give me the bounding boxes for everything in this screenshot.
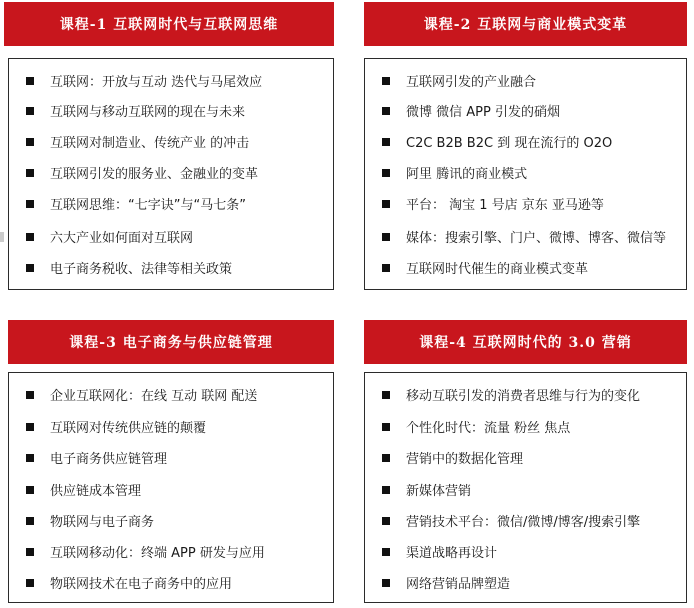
bullet-icon bbox=[26, 138, 34, 146]
course-4-box bbox=[364, 372, 687, 603]
bullet-icon bbox=[382, 579, 390, 587]
bullet-icon bbox=[382, 77, 390, 85]
list-item: 互联网引发的服务业、金融业的变革 bbox=[9, 163, 333, 182]
list-item: 新媒体营销 bbox=[365, 480, 686, 499]
list-item: 供应链成本管理 bbox=[9, 480, 333, 499]
bullet-icon bbox=[382, 169, 390, 177]
course-3-box bbox=[8, 372, 334, 603]
list-item: 互联网对传统供应链的颠覆 bbox=[9, 417, 333, 436]
bullet-icon bbox=[382, 423, 390, 431]
course-3-header bbox=[8, 320, 334, 364]
list-item: 营销技术平台：微信/微博/博客/搜索引擎 bbox=[365, 511, 686, 530]
list-item: 渠道战略再设计 bbox=[365, 542, 686, 561]
list-item: 企业互联网化：在线 互动 联网 配送 bbox=[9, 385, 333, 404]
bullet-icon bbox=[382, 264, 390, 272]
course-1-box bbox=[8, 58, 334, 290]
list-item: 移动互联引发的消费者思维与行为的变化 bbox=[365, 385, 686, 404]
course-1-title: 课程-1 互联网时代与互联网思维 bbox=[59, 17, 279, 33]
bullet-icon bbox=[382, 454, 390, 462]
bullet-icon bbox=[382, 138, 390, 146]
bullet-icon bbox=[382, 391, 390, 399]
bullet-icon bbox=[26, 107, 34, 115]
list-item: 营销中的数据化管理 bbox=[365, 448, 686, 467]
bullet-icon bbox=[26, 423, 34, 431]
edge-marker bbox=[0, 232, 4, 242]
list-item: 物联网技术在电子商务中的应用 bbox=[9, 573, 333, 592]
bullet-icon bbox=[26, 548, 34, 556]
list-item: 个性化时代：流量 粉丝 焦点 bbox=[365, 417, 686, 436]
course-2-header bbox=[364, 2, 687, 46]
list-item: 平台： 淘宝 1 号店 京东 亚马逊等 bbox=[365, 194, 686, 213]
course-3-title: 课程-3 电子商务与供应链管理 bbox=[69, 335, 273, 351]
list-item: C2C B2B B2C 到 现在流行的 O2O bbox=[365, 132, 686, 151]
list-item: 微博 微信 APP 引发的硝烟 bbox=[365, 101, 686, 120]
bullet-icon bbox=[382, 107, 390, 115]
bullet-icon bbox=[26, 486, 34, 494]
course-2-box bbox=[364, 58, 687, 290]
bullet-icon bbox=[26, 233, 34, 241]
bullet-icon bbox=[26, 517, 34, 525]
course-2-title: 课程-2 互联网与商业模式变革 bbox=[423, 17, 628, 33]
bullet-icon bbox=[26, 169, 34, 177]
bullet-icon bbox=[382, 233, 390, 241]
bullet-icon bbox=[26, 200, 34, 208]
list-item: 互联网时代催生的商业模式变革 bbox=[365, 258, 686, 277]
bullet-icon bbox=[26, 454, 34, 462]
bullet-icon bbox=[382, 200, 390, 208]
bullet-icon bbox=[26, 391, 34, 399]
bullet-icon bbox=[382, 517, 390, 525]
list-item: 阿里 腾讯的商业模式 bbox=[365, 163, 686, 182]
list-item: 媒体：搜索引擎、门户、微博、博客、微信等 bbox=[365, 227, 686, 246]
list-item: 电子商务税收、法律等相关政策 bbox=[9, 258, 333, 277]
bullet-icon bbox=[382, 486, 390, 494]
bullet-icon bbox=[26, 264, 34, 272]
list-item: 互联网与移动互联网的现在与未来 bbox=[9, 101, 333, 120]
list-item: 电子商务供应链管理 bbox=[9, 448, 333, 467]
list-item: 互联网引发的产业融合 bbox=[365, 71, 686, 90]
list-item: 互联网移动化：终端 APP 研发与应用 bbox=[9, 542, 333, 561]
list-item: 互联网：开放与互动 迭代与马尾效应 bbox=[9, 71, 333, 90]
course-4-header bbox=[364, 320, 687, 364]
list-item: 物联网与电子商务 bbox=[9, 511, 333, 530]
bullet-icon bbox=[382, 548, 390, 556]
bullet-icon bbox=[26, 77, 34, 85]
list-item: 网络营销品牌塑造 bbox=[365, 573, 686, 592]
course-4-title: 课程-4 互联网时代的 3.0 营销 bbox=[419, 335, 632, 351]
bullet-icon bbox=[26, 579, 34, 587]
list-item: 六大产业如何面对互联网 bbox=[9, 227, 333, 246]
course-1-header bbox=[4, 2, 334, 46]
list-item: 互联网思维：“七字诀”与“马七条” bbox=[9, 194, 333, 213]
list-item: 互联网对制造业、传统产业 的冲击 bbox=[9, 132, 333, 151]
